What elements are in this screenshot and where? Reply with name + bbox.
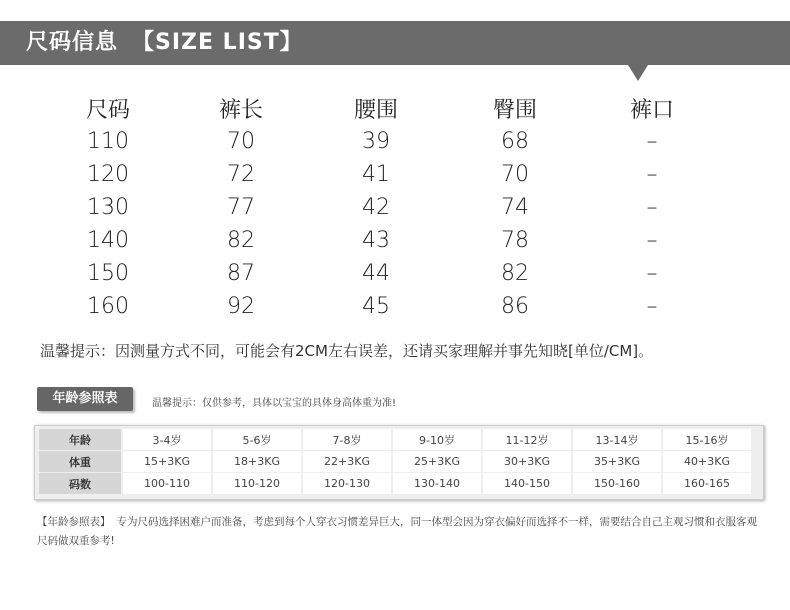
table-row: [60, 257, 700, 290]
table-cell: 86: [501, 294, 529, 319]
table-cell: 15-16岁: [663, 429, 751, 450]
row-header: 体重: [39, 451, 121, 472]
size-table-header-row: [60, 92, 700, 125]
age-chart-footnote: [37, 513, 759, 551]
table-cell: 13-14岁: [573, 429, 661, 450]
row-header: 码数: [39, 473, 121, 494]
table-cell: 15+3KG: [123, 451, 211, 472]
age-reference-panel: [34, 425, 764, 500]
table-cell: 42: [362, 195, 390, 220]
measurement-note: 温馨提示：因测量方式不同，可能会有2CM左右误差，还请买家理解并事先知晓[单位/CM]。: [40, 342, 654, 360]
table-row: [60, 290, 700, 323]
table-cell: 11-12岁: [483, 429, 571, 450]
table-cell: 9-10岁: [393, 429, 481, 450]
table-row: [60, 125, 700, 158]
column-header: 腰围: [353, 98, 398, 123]
title-subtitle: 【SIZE LIST】: [132, 30, 303, 55]
table-cell: 78: [501, 228, 529, 253]
table-cell: 3-4岁: [123, 429, 211, 450]
table-cell: 70: [227, 129, 255, 154]
table-cell: 140-150: [483, 473, 571, 494]
table-cell: –: [646, 195, 658, 220]
table-cell: 140: [87, 228, 129, 253]
table-row: [39, 429, 751, 450]
table-cell: 72: [227, 162, 255, 187]
table-cell: 68: [501, 129, 529, 154]
table-cell: 25+3KG: [393, 451, 481, 472]
table-cell: 43: [362, 228, 390, 253]
table-cell: 130-140: [393, 473, 481, 494]
table-cell: 7-8岁: [303, 429, 391, 450]
table-cell: 41: [362, 162, 390, 187]
header-pointer-icon: [628, 65, 648, 81]
table-cell: 77: [227, 195, 255, 220]
table-cell: 130: [87, 195, 129, 220]
table-cell: 45: [362, 294, 390, 319]
table-cell: 30+3KG: [483, 451, 571, 472]
row-header: 年龄: [39, 429, 121, 450]
table-cell: 160-165: [663, 473, 751, 494]
table-row: [39, 473, 751, 494]
column-header: 尺码: [85, 98, 130, 123]
table-cell: 82: [227, 228, 255, 253]
header-bar: [0, 21, 790, 65]
table-cell: –: [646, 129, 658, 154]
table-row: [39, 451, 751, 472]
title-text: 尺码信息: [26, 30, 119, 55]
age-reference-table: [37, 428, 753, 495]
table-row: [60, 224, 700, 257]
table-cell: 92: [227, 294, 255, 319]
table-cell: –: [646, 162, 658, 187]
table-cell: 44: [362, 261, 390, 286]
table-cell: 39: [362, 129, 390, 154]
column-header: 裤口: [629, 98, 674, 123]
table-cell: 110: [87, 129, 129, 154]
table-cell: 35+3KG: [573, 451, 661, 472]
age-chart-tip: 温馨提示：仅供参考，具体以宝宝的具体身高体重为准!: [152, 398, 397, 409]
table-cell: 82: [501, 261, 529, 286]
table-row: [60, 158, 700, 191]
table-cell: 150-160: [573, 473, 661, 494]
table-cell: 22+3KG: [303, 451, 391, 472]
table-cell: 110-120: [213, 473, 301, 494]
table-cell: 87: [227, 261, 255, 286]
table-cell: –: [646, 228, 658, 253]
footnote-tag: 【年龄参照表】: [37, 516, 111, 528]
table-row: [60, 191, 700, 224]
page-title: [26, 21, 303, 65]
table-cell: 120-130: [303, 473, 391, 494]
table-cell: –: [646, 261, 658, 286]
footnote-text: 专为尺码选择困难户而准备，考虑到每个人穿衣习惯差异巨大，同一体型会因为穿衣偏好而选择不一样，需要结合自己主观习惯和衣服客观尺码做双重参考!: [37, 516, 757, 547]
table-cell: 18+3KG: [213, 451, 301, 472]
table-cell: 74: [501, 195, 529, 220]
table-cell: 150: [87, 261, 129, 286]
table-cell: 100-110: [123, 473, 211, 494]
table-cell: 120: [87, 162, 129, 187]
table-cell: 160: [87, 294, 129, 319]
table-cell: 40+3KG: [663, 451, 751, 472]
column-header: 裤长: [218, 98, 263, 123]
table-cell: 5-6岁: [213, 429, 301, 450]
table-cell: –: [646, 294, 658, 319]
age-chart-tag: 年龄参照表: [37, 387, 133, 411]
column-header: 臀围: [492, 98, 537, 123]
table-cell: 70: [501, 162, 529, 187]
size-table: [60, 92, 700, 323]
